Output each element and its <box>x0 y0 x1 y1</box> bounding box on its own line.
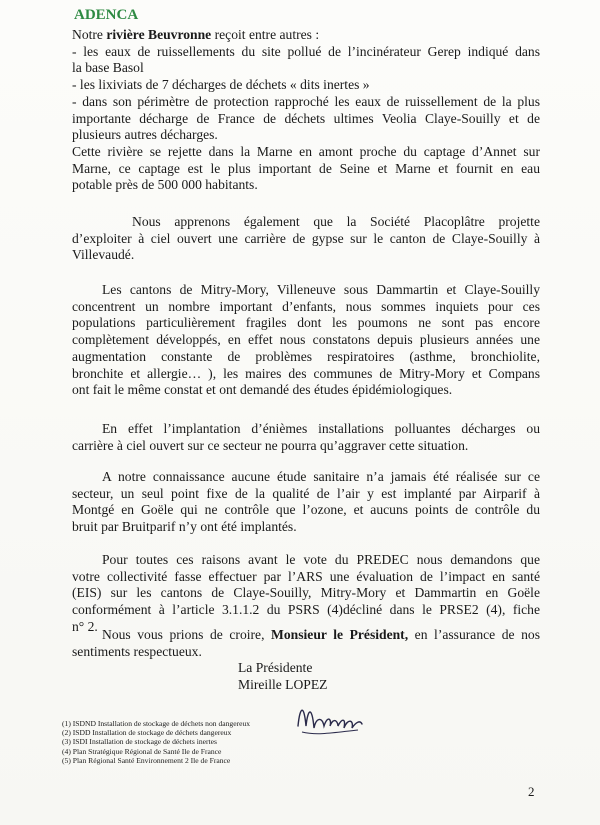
bullet-1-line-1: - les eaux de ruissellements du site pollué de l’incinérateur Gerep indiqué dans <box>72 43 540 59</box>
bullet-1-line-2: la base Basol <box>72 60 144 76</box>
signature-role: La Présidente <box>238 660 313 675</box>
air-line-3: Montgé en Goële qui ne contrôle que l’ozone, et aucuns points de contrôle du <box>72 502 540 518</box>
org-heading: ADENCA <box>74 7 139 23</box>
children-line-7: ont fait le même constat et ont demandé des études épidémiologiques. <box>72 382 453 398</box>
installations-line-2: carrière à ciel ouvert sur ce secteur ne pourra qu’aggraver cette situation. <box>72 437 469 453</box>
closing-line-1 <box>72 627 540 644</box>
paragraph-river <box>72 27 540 194</box>
bullet-3-line-1: - dans son périmètre de protection rapproché les eaux de ruissellement de la plus <box>72 93 540 109</box>
paragraph-closing <box>72 627 540 660</box>
river-line-1: Cette rivière se rejette dans la Marne en amont proche du captage d’Annet sur <box>72 143 540 159</box>
children-line-6: bronchite et allergie… ), les maires des communes de Mitry-Mory et Compans <box>72 365 540 381</box>
river-line-3: potable près de 500 000 habitants. <box>72 177 258 193</box>
footnote-1: (1) ISDND Installation de stockage de déchets non dangereux <box>62 719 251 728</box>
request-line-2: votre collectivité fasse effectuer par l’ARS une évaluation de l’impact en santé <box>72 568 540 584</box>
children-line-2: concentrent un nombre important d’enfants, nous sommes inquiets pour ces <box>72 298 540 314</box>
placo-line-1: Nous apprenons également que la Société Placoplâtre projette <box>132 214 540 229</box>
placo-line-2: d’exploiter à ciel ouvert une carrière de gypse sur le canton de Claye-Souilly à <box>72 230 540 246</box>
request-line-3: (EIS) sur les cantons de Claye-Souilly, Mitry-Mory et Dammartin en Goële <box>72 585 540 601</box>
signature-name: Mireille LOPEZ <box>238 677 328 692</box>
river-line-2: Marne, ce captage est le plus important de Seine et Marne et fournit en eau <box>72 160 540 176</box>
air-line-4: bruit par Bruitparif n’y ont été implantés. <box>72 519 297 535</box>
closing-text: Nous vous prions de croire, <box>102 627 265 642</box>
footnote-4: (4) Plan Stratégique Régional de Santé Ile de France <box>62 746 222 756</box>
closing-addressee: Monsieur le Président, <box>271 627 409 642</box>
paragraph-request <box>72 552 540 636</box>
paragraph-placoplatre <box>72 214 540 264</box>
bullet-3-line-2: importante décharge de France de déchets ultimes Veolia Claye-Souilly et de <box>72 110 540 126</box>
footnote-3: (3) ISDI Installation de stockage de déchets inertes <box>62 737 217 747</box>
air-line-2: secteur, un seul point fixe de la qualité de l’air y est implanté par Airparif à <box>72 485 540 501</box>
placo-line-3: Villevaudé. <box>72 247 135 263</box>
request-line-1: Pour toutes ces raisons avant le vote du PREDEC nous demandons que <box>102 552 540 567</box>
closing-text-end: en l’assurance de nos <box>414 627 540 642</box>
air-line-1: A notre connaissance aucune étude sanitaire n’a jamais été réalisée sur ce <box>102 469 540 484</box>
paragraph-children-health <box>72 282 540 399</box>
paragraph-installations <box>72 421 540 454</box>
river-name: rivière Beuvronne <box>106 27 212 42</box>
children-line-3: populations particulièrement fragiles dont les poumons ne sont pas encore <box>72 315 540 331</box>
children-line-4: complètement développés, en effet nous constatons depuis plusieurs années une <box>72 332 540 348</box>
installations-line-1: En effet l’implantation d’énièmes installations polluantes décharges ou <box>102 421 540 436</box>
request-line-5: n° 2. <box>72 618 98 634</box>
bullet-3-line-3: plusieurs autres décharges. <box>72 127 218 143</box>
footnotes <box>62 719 322 765</box>
page-number: 2 <box>528 784 535 799</box>
footnote-5: (5) Plan Régional Santé Environnement 2 Ile de France <box>62 755 231 765</box>
footnote-2: (2) ISDD Installation de stockage de déchets dangereux <box>62 728 232 738</box>
intro-text-end: reçoit entre autres : <box>214 27 320 42</box>
intro-text: Notre <box>72 27 103 42</box>
children-line-1: Les cantons de Mitry-Mory, Villeneuve sous Dammartin et Claye-Souilly <box>102 282 540 297</box>
river-intro-line <box>72 27 540 44</box>
bullet-2: - les lixiviats de 7 décharges de déchets « dits inertes » <box>72 77 370 93</box>
children-line-5: augmentation constante de problèmes respiratoires (asthme, bronchiolite, <box>72 348 540 364</box>
paragraph-air-quality <box>72 469 540 536</box>
closing-line-2: sentiments respectueux. <box>72 643 202 659</box>
request-line-4: conformément à l’article 3.1.1.2 du PSRS (4)décliné dans le PRSE2 (4), fiche <box>72 602 540 618</box>
